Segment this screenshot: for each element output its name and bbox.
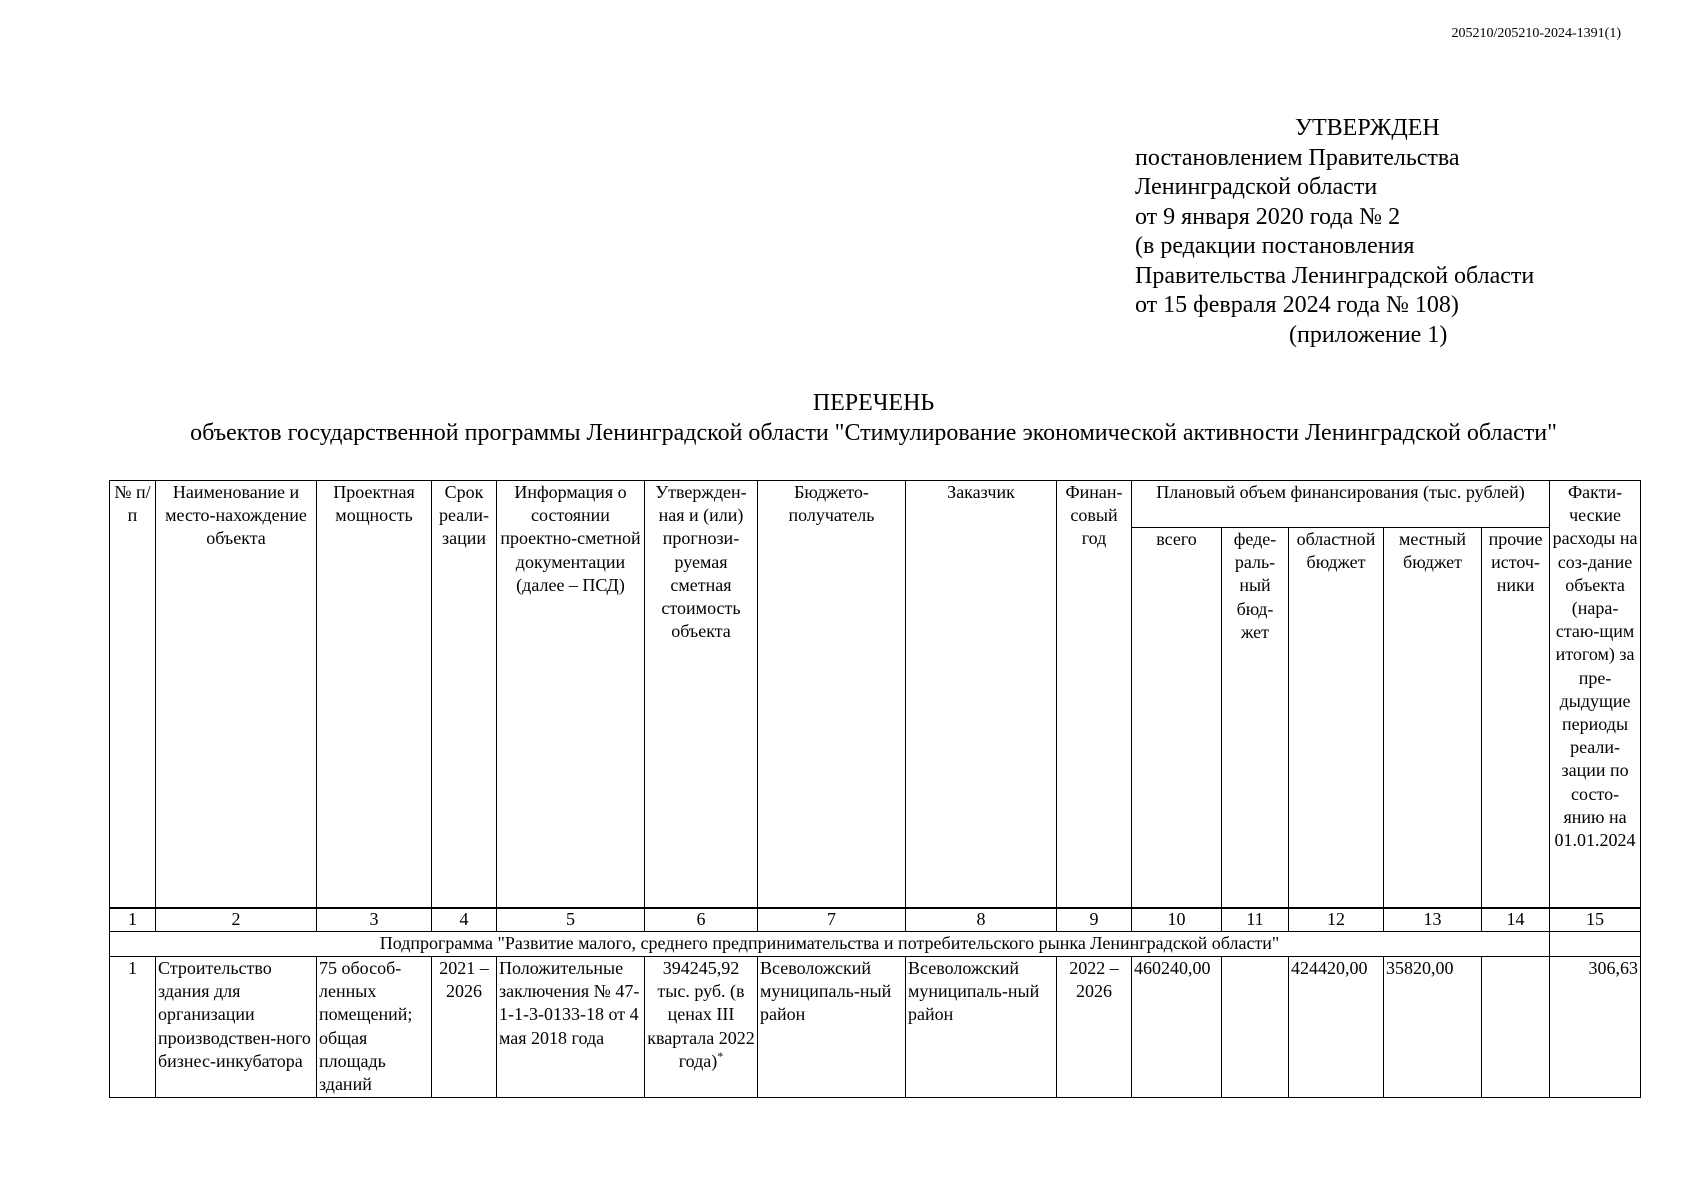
- header-customer: Заказчик: [906, 481, 1057, 909]
- approval-line: от 9 января 2020 года № 2: [1135, 203, 1401, 230]
- header-cost: Утвержден-ная и (или) прогнози-руемая сметная стоимость объекта: [645, 481, 758, 909]
- cell-federal: [1222, 957, 1289, 1098]
- header-regional: областной бюджет: [1289, 528, 1384, 909]
- cell-total: 460240,00: [1132, 957, 1222, 1098]
- approval-line: Правительства Ленинградской области: [1135, 262, 1535, 289]
- header-local: местный бюджет: [1384, 528, 1482, 909]
- header-name: Наименование и место-нахождение объекта: [156, 481, 317, 909]
- header-federal: феде-раль-ный бюд-жет: [1222, 528, 1289, 909]
- header-row: [110, 481, 1641, 528]
- approval-line: постановлением Правительства: [1135, 144, 1460, 171]
- header-planned: Плановый объем финансирования (тыс. рублей): [1132, 481, 1550, 528]
- document-title: [0, 388, 1697, 448]
- column-number: 11: [1222, 908, 1289, 932]
- column-number: 3: [317, 908, 432, 932]
- header-psd: Информация о состоянии проектно-сметной документации (далее – ПСД): [497, 481, 645, 909]
- column-number: 5: [497, 908, 645, 932]
- cell-name: Строительство здания для организации производствен-ного бизнес-инкубатора: [156, 957, 317, 1098]
- approval-line: (в редакции постановления: [1135, 233, 1415, 259]
- title-line-1: ПЕРЕЧЕНЬ: [812, 390, 935, 416]
- cell-other: [1482, 957, 1550, 1098]
- cell-fin-year: 2022 – 2026: [1057, 957, 1132, 1098]
- approval-line: Ленинградской области: [1135, 174, 1378, 200]
- header-term: Срок реали-зации: [432, 481, 497, 909]
- cell-recipient: Всеволожский муниципаль-ный район: [758, 957, 906, 1098]
- approval-heading: УТВЕРЖДЕН: [1295, 115, 1440, 141]
- column-number: 14: [1482, 908, 1550, 932]
- cell-cost-wrap: [645, 957, 758, 1098]
- header-other: прочие источ-ники: [1482, 528, 1550, 909]
- subprogram-title: Подпрограмма "Развитие малого, среднего предпринимательства и потребительского рынка Ленинградской области": [110, 932, 1550, 957]
- header-fin-year: Финан-совый год: [1057, 481, 1132, 909]
- cell-num: 1: [110, 957, 156, 1098]
- column-number-row: [110, 908, 1641, 932]
- approval-appendix: (приложение 1): [1289, 321, 1448, 348]
- cell-psd: Положительные заключения № 47-1-1-3-0133-18 от 4 мая 2018 года: [497, 957, 645, 1098]
- column-number: 1: [110, 908, 156, 932]
- header-capacity: Проектная мощность: [317, 481, 432, 909]
- cell-capacity: 75 обособ-ленных помещений; общая площадь зданий: [317, 957, 432, 1098]
- header-actual: Факти-ческие расходы на соз-дание объекта (нара-стаю-щим итогом) за пре-дыдущие периоды реали-зации по состо-янию на 01.01.2024: [1550, 481, 1641, 909]
- cell-customer: Всеволожский муниципаль-ный район: [906, 957, 1057, 1098]
- cell-cost: 394245,92 тыс. руб. (в ценах III квартала 2022 года): [647, 958, 755, 1071]
- approval-block: [1135, 114, 1534, 350]
- column-number: 15: [1550, 908, 1641, 932]
- column-number: 10: [1132, 908, 1222, 932]
- cell-regional: 424420,00: [1289, 957, 1384, 1098]
- column-number: 6: [645, 908, 758, 932]
- column-number: 2: [156, 908, 317, 932]
- cell-local: 35820,00: [1384, 957, 1482, 1098]
- title-line-2: объектов государственной программы Ленинградской области "Стимулирование экономической активности Ленинградской области": [190, 420, 1557, 446]
- column-number: 8: [906, 908, 1057, 932]
- objects-table: [109, 480, 1641, 1098]
- cell-actual: 306,63: [1550, 957, 1641, 1098]
- cell-term: 2021 – 2026: [432, 957, 497, 1098]
- header-recipient: Бюджето-получатель: [758, 481, 906, 909]
- header-total: всего: [1132, 528, 1222, 909]
- column-number: 13: [1384, 908, 1482, 932]
- subprogram-empty-cell: [1550, 932, 1641, 957]
- column-number: 12: [1289, 908, 1384, 932]
- document-number: 205210/205210-2024-1391(1): [1451, 26, 1621, 41]
- column-number: 7: [758, 908, 906, 932]
- approval-line: от 15 февраля 2024 года № 108): [1135, 292, 1459, 318]
- cost-footnote-mark: *: [717, 1048, 724, 1063]
- table-row: [110, 957, 1641, 1098]
- column-number: 9: [1057, 908, 1132, 932]
- subprogram-row: [110, 932, 1641, 957]
- header-num: № п/п: [110, 481, 156, 909]
- column-number: 4: [432, 908, 497, 932]
